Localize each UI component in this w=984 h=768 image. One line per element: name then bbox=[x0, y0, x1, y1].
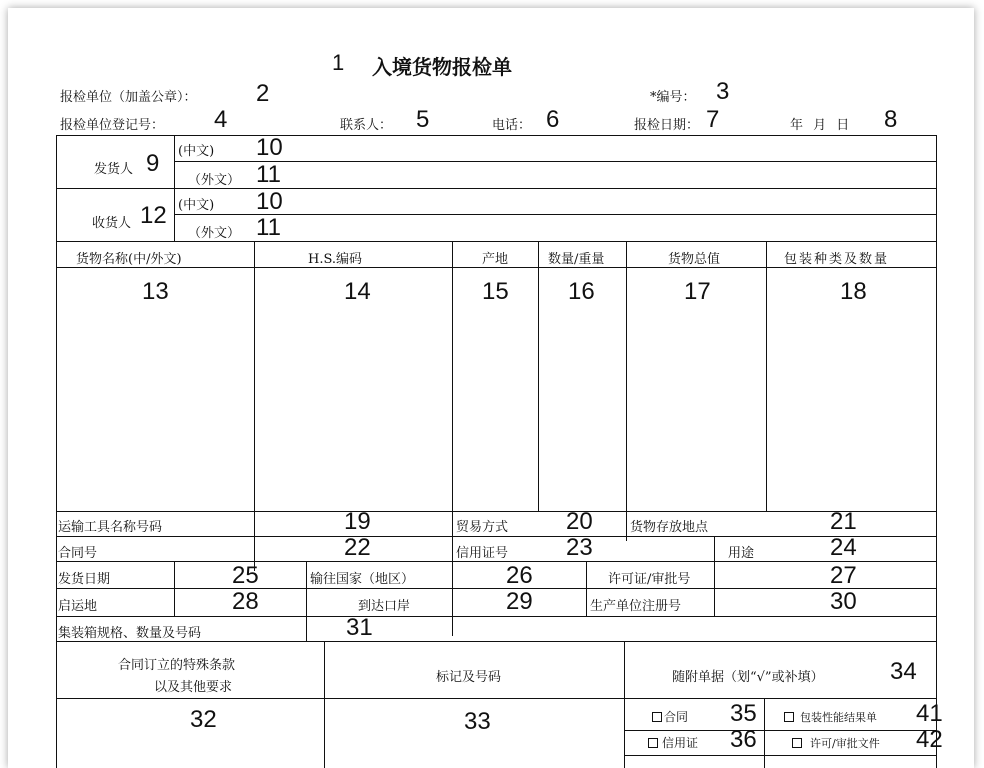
form-title-number: 1 bbox=[332, 50, 345, 75]
consignee-cn-number: 10 bbox=[256, 188, 283, 215]
rule bbox=[624, 641, 625, 768]
rule bbox=[174, 161, 936, 162]
phone-label: 电话： bbox=[492, 118, 532, 133]
contract-check-label: 合同 bbox=[664, 710, 689, 724]
rule bbox=[174, 214, 936, 215]
rule bbox=[56, 616, 936, 617]
storage-location-label: 货物存放地点 bbox=[630, 520, 709, 535]
form-title: 入境货物报检单 bbox=[372, 55, 512, 79]
table-right-border bbox=[936, 135, 937, 768]
rule bbox=[766, 241, 767, 511]
permit-label: 许可证/审批号 bbox=[608, 572, 691, 587]
marks-label: 标记及号码 bbox=[436, 670, 502, 685]
purpose-number: 24 bbox=[830, 534, 857, 561]
transport-number: 19 bbox=[344, 508, 371, 535]
lc-check-label: 信用证 bbox=[662, 736, 699, 750]
ymd-label: 年 月 日 bbox=[790, 118, 850, 133]
goods-name-number: 13 bbox=[142, 278, 169, 305]
packing-header: 包装种类及数量 bbox=[784, 252, 890, 267]
origin-header: 产地 bbox=[482, 252, 509, 267]
value-number: 17 bbox=[684, 278, 711, 305]
permit-doc-check-number: 42 bbox=[916, 726, 943, 753]
value-header: 货物总值 bbox=[668, 252, 721, 267]
producer-reg-number: 30 bbox=[830, 588, 857, 615]
consignor-cn-number: 10 bbox=[256, 134, 283, 161]
consignor-number: 9 bbox=[146, 150, 160, 177]
permit-doc-checkbox[interactable] bbox=[792, 738, 802, 748]
container-number: 31 bbox=[346, 614, 373, 641]
consignor-label: 发货人 bbox=[94, 162, 134, 177]
lc-checkbox[interactable] bbox=[648, 738, 658, 748]
attached-docs-label: 随附单据（划“√”或补填） bbox=[672, 670, 824, 685]
packing-result-check-label: 包装性能结果单 bbox=[800, 711, 877, 724]
serial-number: 3 bbox=[716, 78, 730, 105]
lc-label: 信用证号 bbox=[456, 546, 509, 561]
rule bbox=[714, 536, 715, 561]
trade-mode-label: 贸易方式 bbox=[456, 520, 509, 535]
rule bbox=[538, 241, 539, 511]
contract-number: 22 bbox=[344, 534, 371, 561]
rule bbox=[56, 698, 936, 699]
contact-label: 联系人： bbox=[340, 118, 393, 133]
table-left-border bbox=[56, 135, 57, 768]
rule bbox=[56, 588, 936, 589]
consignee-number: 12 bbox=[140, 202, 167, 229]
phone-number: 6 bbox=[546, 106, 560, 133]
trade-mode-number: 20 bbox=[566, 508, 593, 535]
date-number: 7 bbox=[706, 106, 720, 133]
inspection-form-page bbox=[8, 8, 974, 768]
registration-label: 报检单位登记号： bbox=[60, 118, 165, 133]
rule bbox=[764, 698, 765, 768]
destination-country-number: 26 bbox=[506, 562, 533, 589]
rule bbox=[324, 641, 325, 768]
quantity-number: 16 bbox=[568, 278, 595, 305]
arrival-port-number: 29 bbox=[506, 588, 533, 615]
rule bbox=[56, 536, 936, 537]
rule bbox=[452, 241, 453, 636]
purpose-label: 用途 bbox=[728, 546, 755, 561]
special-terms-number: 32 bbox=[190, 706, 217, 733]
marks-number: 33 bbox=[464, 708, 491, 735]
destination-country-label: 输往国家（地区） bbox=[310, 572, 415, 587]
special-terms-label-line2: 以及其他要求 bbox=[154, 680, 233, 695]
hs-code-header: H.S.编码 bbox=[308, 252, 363, 267]
rule bbox=[56, 241, 936, 242]
consignee-foreign-label: （外文） bbox=[188, 226, 241, 241]
origin-number: 15 bbox=[482, 278, 509, 305]
rule bbox=[56, 188, 936, 189]
rule bbox=[56, 267, 936, 268]
packing-result-check-number: 41 bbox=[916, 700, 943, 727]
ship-date-number: 25 bbox=[232, 562, 259, 589]
storage-location-number: 21 bbox=[830, 508, 857, 535]
consignor-cn-label: (中文) bbox=[178, 144, 215, 159]
contract-checkbox[interactable] bbox=[652, 712, 662, 722]
contract-label: 合同号 bbox=[58, 546, 98, 561]
consignor-foreign-number: 11 bbox=[256, 161, 281, 188]
departure-label: 启运地 bbox=[58, 599, 98, 614]
rule bbox=[624, 755, 936, 756]
rule bbox=[56, 511, 936, 512]
rule bbox=[624, 730, 936, 731]
container-label: 集装箱规格、数量及号码 bbox=[58, 626, 202, 641]
rule bbox=[56, 641, 936, 642]
unit-label: 报检单位（加盖公章）： bbox=[60, 90, 197, 105]
rule bbox=[626, 241, 627, 541]
rule bbox=[174, 135, 175, 241]
packing-number: 18 bbox=[840, 278, 867, 305]
hs-code-number: 14 bbox=[344, 278, 371, 305]
rule bbox=[56, 135, 936, 136]
consignor-foreign-label: （外文） bbox=[188, 173, 241, 188]
consignee-cn-label: (中文) bbox=[178, 198, 215, 213]
consignee-label: 收货人 bbox=[92, 216, 132, 231]
ymd-number: 8 bbox=[884, 106, 898, 133]
rule bbox=[56, 561, 936, 562]
lc-check-number: 36 bbox=[730, 726, 757, 753]
quantity-header: 数量/重量 bbox=[548, 252, 605, 267]
contact-number: 5 bbox=[416, 106, 430, 133]
permit-number: 27 bbox=[830, 562, 857, 589]
departure-number: 28 bbox=[232, 588, 259, 615]
goods-name-header: 货物名称(中/外文) bbox=[76, 252, 182, 267]
transport-label: 运输工具名称号码 bbox=[58, 520, 163, 535]
attached-docs-number: 34 bbox=[890, 658, 917, 685]
serial-label: *编号： bbox=[650, 90, 696, 105]
date-label: 报检日期： bbox=[634, 118, 700, 133]
packing-result-checkbox[interactable] bbox=[784, 712, 794, 722]
rule bbox=[306, 561, 307, 641]
registration-number: 4 bbox=[214, 106, 228, 133]
rule bbox=[254, 241, 255, 571]
special-terms-label-line1: 合同订立的特殊条款 bbox=[118, 658, 236, 673]
ship-date-label: 发货日期 bbox=[58, 572, 111, 587]
contract-check-number: 35 bbox=[730, 700, 757, 727]
permit-doc-check-label: 许可/审批文件 bbox=[810, 737, 880, 750]
lc-number: 23 bbox=[566, 534, 593, 561]
consignee-foreign-number: 11 bbox=[256, 214, 281, 241]
arrival-port-label: 到达口岸 bbox=[358, 599, 411, 614]
unit-number: 2 bbox=[256, 80, 270, 107]
producer-reg-label: 生产单位注册号 bbox=[590, 599, 682, 614]
